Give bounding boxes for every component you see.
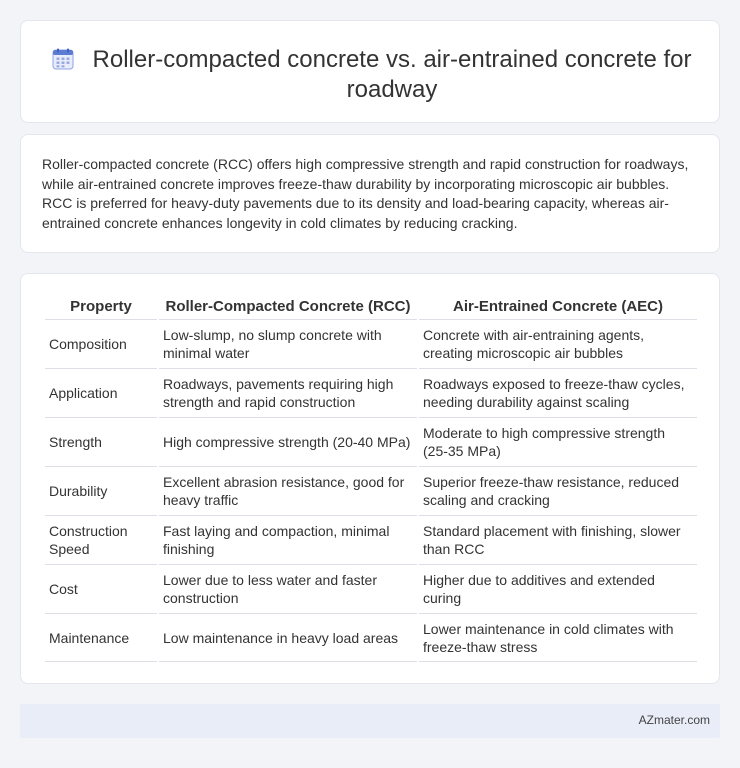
table-row <box>45 368 697 417</box>
aec-cell: Concrete with air-entraining agents, creating microscopic air bubbles <box>419 319 697 368</box>
footer <box>20 704 720 738</box>
rcc-cell: Excellent abrasion resistance, good for heavy traffic <box>159 466 417 515</box>
aec-cell: Roadways exposed to freeze-thaw cycles, needing durability against scaling <box>419 368 697 417</box>
aec-cell: Moderate to high compressive strength (25-35 MPa) <box>419 417 697 466</box>
property-cell: Application <box>45 368 157 417</box>
rcc-cell: Low maintenance in heavy load areas <box>159 613 417 662</box>
rcc-cell: Fast laying and compaction, minimal finishing <box>159 515 417 564</box>
column-header-aec: Air-Entrained Concrete (AEC) <box>452 297 664 315</box>
comparison-table <box>43 294 699 662</box>
property-cell: Cost <box>45 564 157 613</box>
property-cell: Strength <box>45 417 157 466</box>
page-title: Roller-compacted concrete vs. air-entrained concrete for roadway <box>92 46 692 103</box>
table-row <box>45 466 697 515</box>
property-cell: Durability <box>45 466 157 515</box>
aec-cell: Standard placement with finishing, slower than RCC <box>419 515 697 564</box>
rcc-cell: Roadways, pavements requiring high strength and rapid construction <box>159 368 417 417</box>
rcc-cell: Lower due to less water and faster construction <box>159 564 417 613</box>
table-row <box>45 515 697 564</box>
rcc-cell: Low-slump, no slump concrete with minimal water <box>159 319 417 368</box>
table-row <box>45 613 697 662</box>
column-header-property: Property <box>70 297 132 315</box>
table-row <box>45 417 697 466</box>
summary-text: Roller-compacted concrete (RCC) offers high compressive strength and rapid construction for roadways, while air-entrained concrete improves freeze-thaw durability by incorporating microscopic air bubbles. RCC is preferred for heavy-duty pavements due to its density and load-bearing capacity, whereas air-entrained concrete enhances longevity in cold climates by reducing cracking. <box>42 156 689 231</box>
property-cell: Composition <box>45 319 157 368</box>
footer-site-link[interactable]: AZmater.com <box>638 713 710 727</box>
comparison-table-card <box>20 273 720 684</box>
property-cell: Maintenance <box>45 613 157 662</box>
aec-cell: Lower maintenance in cold climates with freeze-thaw stress <box>419 613 697 662</box>
column-header-rcc: Roller-Compacted Concrete (RCC) <box>165 297 411 315</box>
aec-cell: Higher due to additives and extended curing <box>419 564 697 613</box>
title-card <box>20 20 720 123</box>
summary-card <box>20 134 720 253</box>
table-row <box>45 564 697 613</box>
aec-cell: Superior freeze-thaw resistance, reduced scaling and cracking <box>419 466 697 515</box>
table-header-row <box>45 294 697 319</box>
rcc-cell: High compressive strength (20-40 MPa) <box>159 417 417 466</box>
property-cell: Construction Speed <box>45 515 157 564</box>
table-row <box>45 319 697 368</box>
